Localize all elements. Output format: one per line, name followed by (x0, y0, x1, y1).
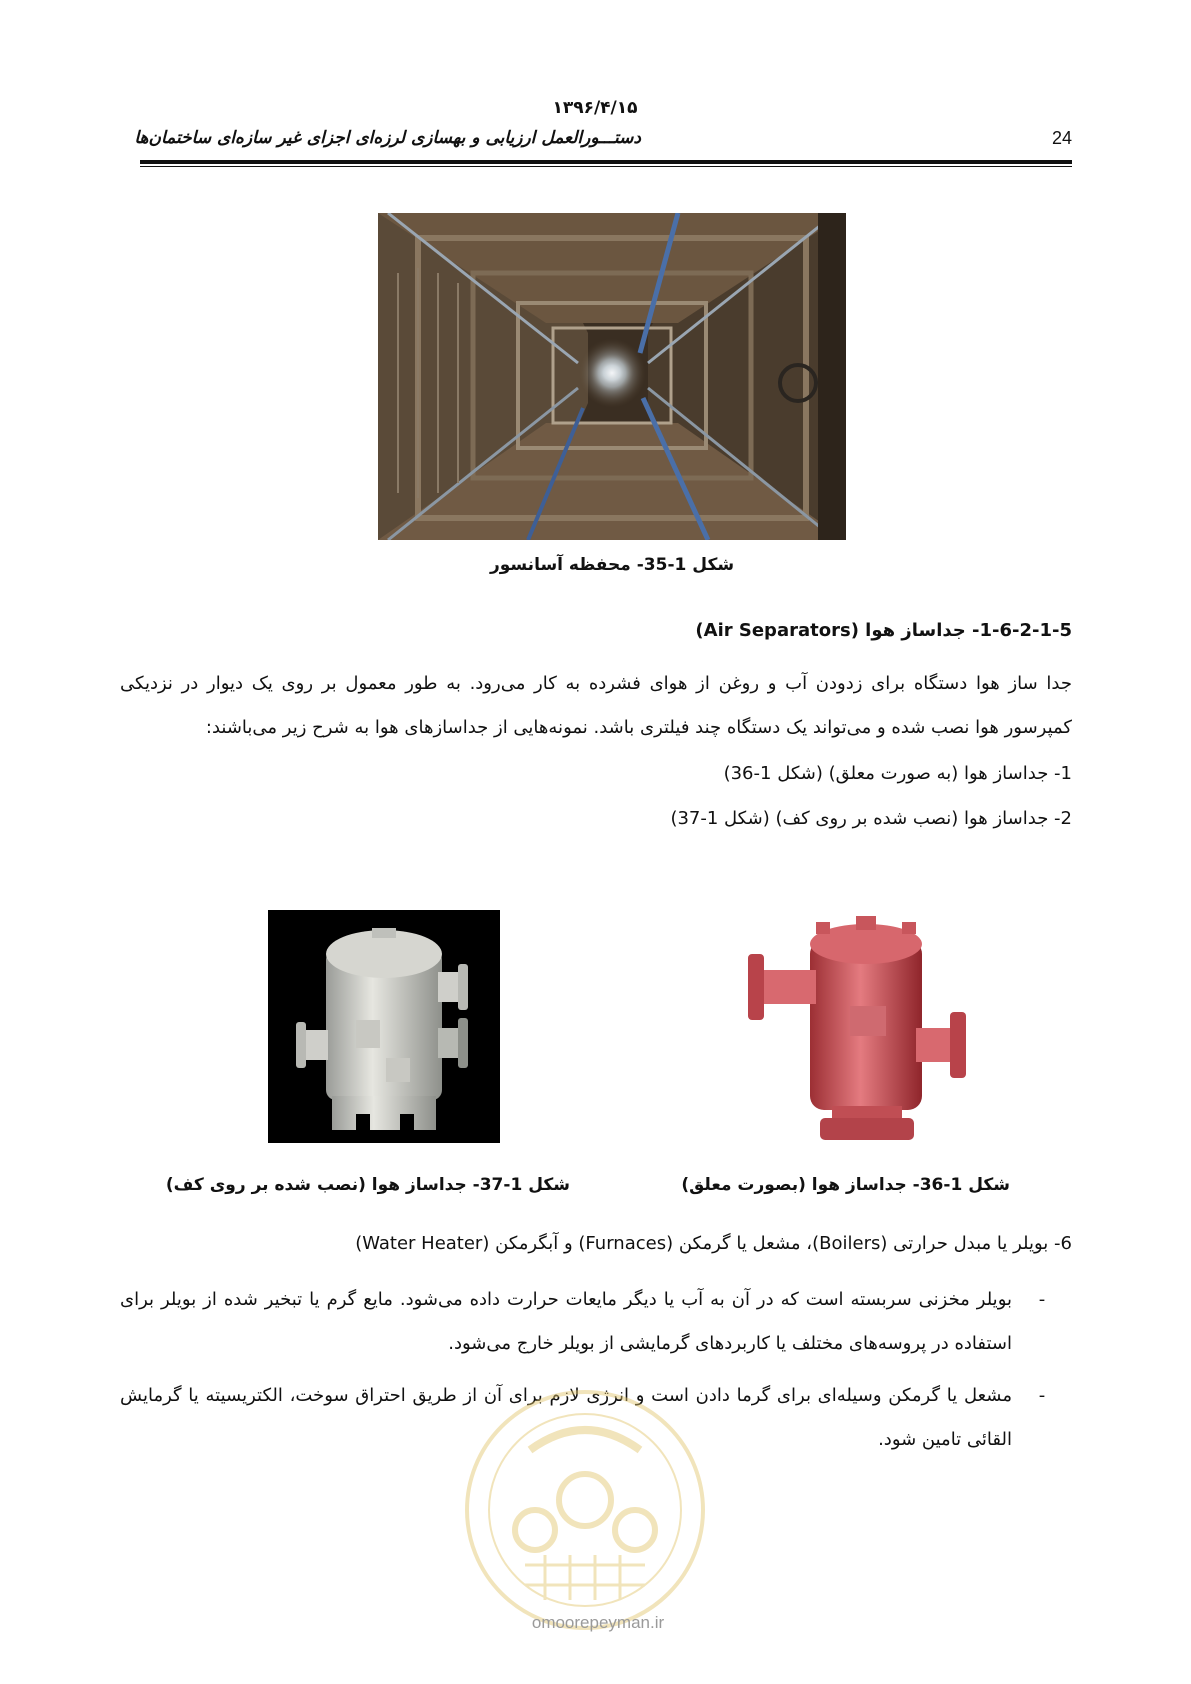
bullet-mark: - (1038, 1289, 1046, 1310)
white-air-separator-icon (268, 910, 500, 1143)
header-rule (140, 160, 1072, 164)
header-title: دستـــورالعمل ارزیابی و بهسازی لرزه‌ای اجزای غیر سازه‌ای ساختمان‌ها (134, 128, 641, 148)
elevator-shaft-photo (378, 213, 846, 540)
elevator-shaft-icon (378, 213, 846, 540)
figure-36-caption: شکل 1-36- جداساز هوا (بصورت معلق) (681, 1175, 1010, 1195)
omoorepeyman-seal-watermark-icon (455, 1380, 715, 1640)
page-number: 24 (1052, 128, 1073, 148)
list-item: 1- جداساز هوا (به صورت معلق) (شکل 1-36) (723, 763, 1072, 784)
section-paragraph: جدا ساز هوا دستگاه برای زدودن آب و روغن از هوای فشرده به کار می‌رود. به طور معمول بر روی یک دیوار در نزدیکی کمپرسور هوا نصب شده و می‌تواند یک دستگاه چند فیلتری باشد. نمونه‌هایی از جداسازهای هوا به شرح زیر می‌باشند: (120, 673, 1072, 738)
item-6-heading: 6- بویلر یا مبدل حرارتی (Boilers)، مشعل یا گرمکن (Furnaces) و آبگرمکن (Water Heater) (355, 1233, 1072, 1254)
bullet-text: مشعل یا گرمکن وسیله‌ای برای گرما دادن است و انرژی لازم برای آن از طریق احتراق سوخت، الکتریسیته یا گرمایش القائی تامین شود. (120, 1385, 1012, 1450)
bullet-mark: - (1038, 1385, 1046, 1406)
watermark-site: omoorepeyman.ir (531, 1613, 665, 1632)
header-rule-thin (140, 166, 1072, 167)
figure-35-caption: شکل 1-35- محفظه آسانسور (489, 555, 735, 575)
white-air-separator-photo (268, 910, 500, 1143)
header-date: ۱۳۹۶/۴/۱۵ (552, 98, 638, 118)
list-item: 2- جداساز هوا (نصب شده بر روی کف) (شکل 1-37) (670, 808, 1072, 829)
red-air-separator-icon (740, 910, 978, 1146)
bullet-text: بویلر مخزنی سربسته است که در آن به آب یا دیگر مایعات حرارت داده می‌شود. مایع گرم یا تبخیر شده از بویلر برای استفاده در پروسه‌های مختلف یا کاربردهای گرمایشی از بویلر خارج می‌شود. (120, 1289, 1012, 1354)
figure-37-caption: شکل 1-37- جداساز هوا (نصب شده بر روی کف) (165, 1175, 570, 1195)
bullet-item (120, 1278, 1072, 1366)
red-air-separator-photo (740, 910, 978, 1146)
section-heading: 1-6-2-1-5- جداساز هوا (Air Separators) (695, 620, 1072, 641)
